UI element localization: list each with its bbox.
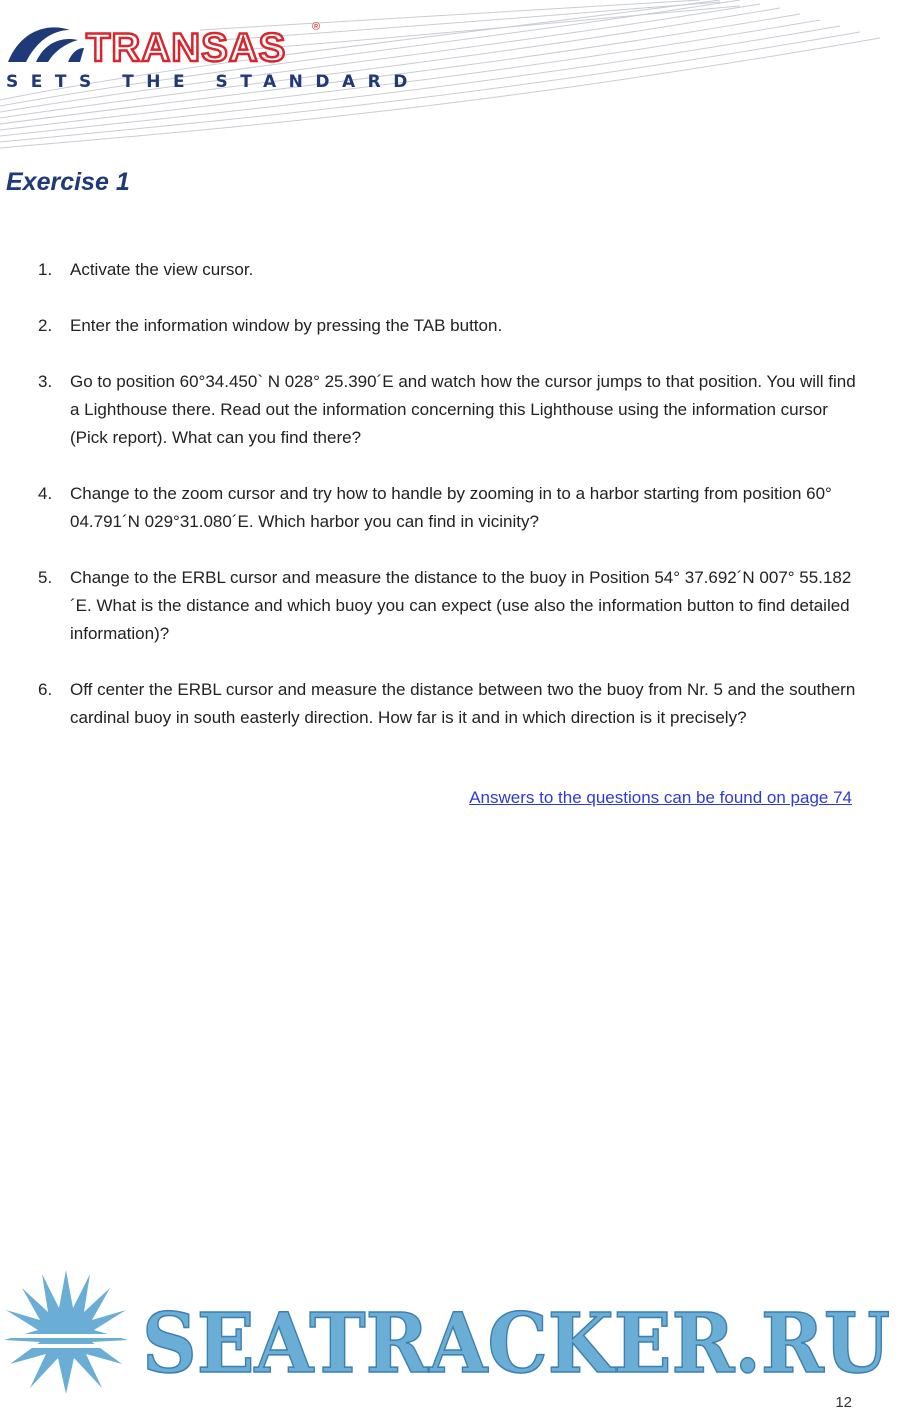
item-text: Enter the information window by pressing the TAB button.	[70, 316, 503, 335]
item-number: 4.	[38, 484, 53, 503]
list-item	[38, 676, 858, 732]
list-item	[38, 480, 858, 536]
seatracker-watermark	[0, 1268, 904, 1396]
list-item	[38, 564, 858, 648]
answers-link[interactable]: Answers to the questions can be found on page 74	[469, 788, 852, 807]
transas-logo	[6, 18, 336, 70]
item-number: 5.	[38, 568, 53, 587]
logo-text: TRANSAS	[86, 26, 287, 70]
item-text: Off center the ERBL cursor and measure the distance between two the buoy from Nr. 5 and the southern cardinal buoy in south easterly direction. How far is it and in which direction is it precisely?	[70, 680, 856, 727]
item-number: 1.	[38, 260, 53, 279]
item-text: Change to the ERBL cursor and measure the distance to the buoy in Position 54° 37.692´N 007° 55.182´E. What is the distance and which buoy you can expect (use also the information button to find detailed information)?	[70, 568, 852, 643]
page-title: Exercise 1	[6, 168, 130, 196]
watermark-text: SEATRACKER.RU	[142, 1296, 890, 1392]
item-number: 3.	[38, 372, 53, 391]
item-text: Change to the zoom cursor and try how to handle by zooming in to a harbor starting from position 60° 04.791´N 029°31.080´E. Which harbor you can find in vicinity?	[70, 484, 832, 531]
list-item	[38, 312, 858, 340]
list-item	[38, 256, 858, 284]
item-text: Activate the view cursor.	[70, 260, 254, 279]
item-number: 2.	[38, 316, 53, 335]
sun-icon	[2, 1270, 130, 1394]
item-text: Go to position 60°34.450` N 028° 25.390´E and watch how the cursor jumps to that position. You will find a Lighthouse there. Read out the information concerning this Lighthouse using the information cursor (Pick report). What can you find there?	[70, 372, 856, 447]
list-item	[38, 368, 858, 452]
wave-emblem-icon	[8, 27, 84, 62]
item-number: 6.	[38, 680, 53, 699]
exercise-list	[38, 256, 858, 760]
registered-mark: ®	[312, 21, 321, 33]
tagline: SETS THE STANDARD	[6, 72, 420, 92]
page-number: 12	[835, 1394, 852, 1411]
